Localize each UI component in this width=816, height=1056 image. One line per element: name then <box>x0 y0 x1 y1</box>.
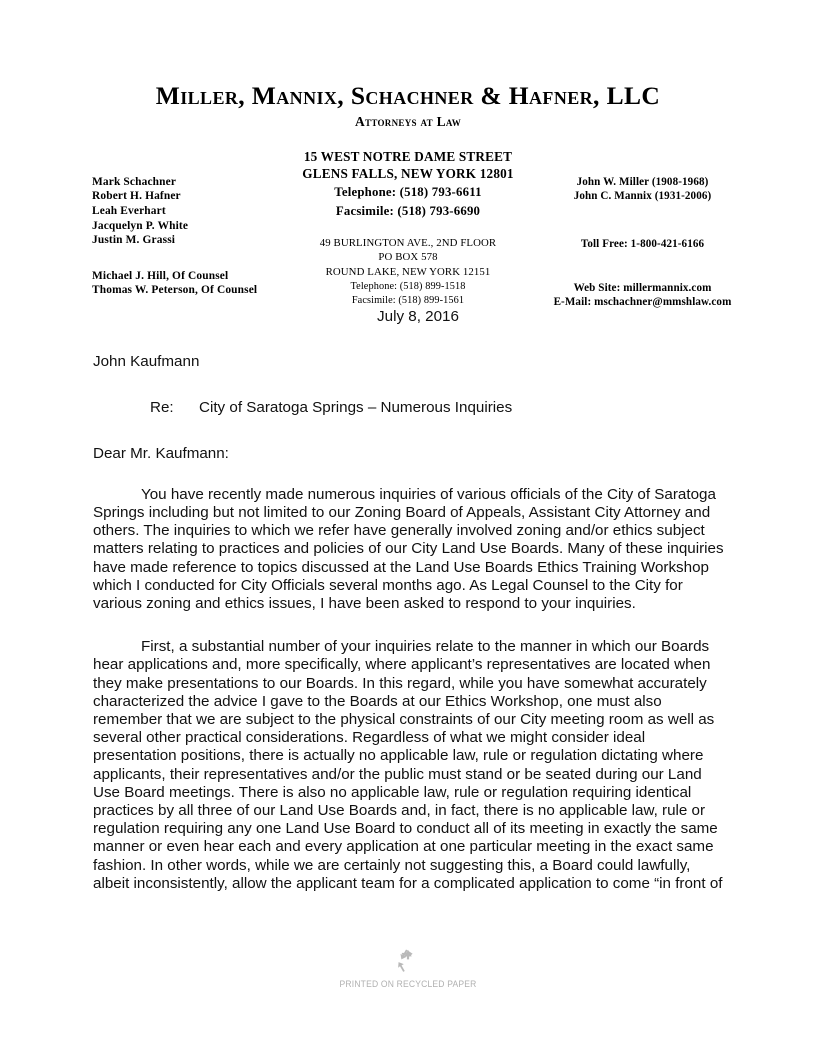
firm-subtitle: Attorneys at Law <box>355 113 461 129</box>
primary-telephone: Telephone: (518) 793-6611 <box>334 184 482 199</box>
attorney-name: Justin M. Grassi <box>92 234 176 247</box>
secondary-city-state-zip: ROUND LAKE, NEW YORK 12151 <box>325 265 491 278</box>
primary-office-address <box>258 148 558 221</box>
footer-text: PRINTED ON RECYCLED PAPER <box>339 979 477 989</box>
primary-street: 15 WEST NOTRE DAME STREET <box>303 148 513 164</box>
letter-paragraph: You have recently made numerous inquiries of various officials of the City of Saratoga Springs including but not limited to our Zoning Board of Appeals, Assistant City Attorney and others. The inquiries to which we refer have generally involved zoning and/or ethics subject matters relating to practices and policies of our City Land Use Boards. Many of these inquiries have made reference to topics discussed at the Land Use Boards Ethics Training Workshop which I conducted for City Officials several months ago. As Legal Counsel to the City for various zoning and ethics issues, I have been asked to respond to your inquiries. <box>93 485 724 613</box>
toll-free-number: Toll Free: 1-800-421-6166 <box>580 237 705 250</box>
email-address[interactable]: E-Mail: mschachner@mmshlaw.com <box>553 296 732 309</box>
founder-name: John C. Mannix (1931-2006) <box>573 190 712 203</box>
letterhead <box>0 0 816 308</box>
page-footer <box>0 948 816 989</box>
primary-city-state-zip: GLENS FALLS, NEW YORK 12801 <box>302 166 514 182</box>
secondary-street: 49 BURLINGTON AVE., 2ND FLOOR <box>319 236 497 249</box>
address-block <box>258 148 558 309</box>
of-counsel-name: Michael J. Hill, Of Counsel <box>92 269 229 282</box>
of-counsel-name: Thomas W. Peterson, Of Counsel <box>92 284 258 297</box>
letter-paragraph: First, a substantial number of your inquiries relate to the manner in which our Boards hear applications and, more specifically, where applicant’s representatives are located when they make presentations to our Boards. In this regard, while you have somewhat accurately characterized the advice I gave to the Boards at our Ethics Workshop, one must also remember that we are subject to the physical constraints of our City meeting room as well as several other practical considerations. Regardless of what we might consider ideal presentation positions, there is actually no applicable law, rule or regulation dictating where applicants, their representatives and/or the public must stand or be seated during our Land Use Board meetings. There is also no applicable law, rule or regulation requiring identical practices by all three of our Land Use Boards and, in fact, there is no applicable law, rule or regulation requiring any one Land Use Board to conduct all of its meeting in exactly the same manner or even hear each and every application at one particular meeting in the exact same fashion. In other words, while we are certainly not suggesting this, a Board could lawfully, albeit inconsistently, allow the applicant team for a complicated application to come “in front of <box>93 638 723 892</box>
letter-subject-line <box>93 399 725 417</box>
secondary-facsimile: Facsimile: (518) 899-1561 <box>351 295 465 307</box>
re-label: Re: <box>150 399 174 417</box>
secondary-office-address <box>258 236 558 309</box>
attorney-name: Leah Everhart <box>92 204 166 217</box>
letter-date: July 8, 2016 <box>377 308 459 325</box>
founders-and-contact <box>545 175 740 310</box>
recycle-icon <box>393 948 423 976</box>
firm-name: Miller, Mannix, Schachner & Hafner, LLC <box>155 81 661 110</box>
secondary-po-box: PO BOX 578 <box>378 251 438 264</box>
letter-addressee: John Kaufmann <box>93 353 200 371</box>
attorney-name: Robert H. Hafner <box>92 190 181 203</box>
web-site[interactable]: Web Site: millermannix.com <box>573 281 712 294</box>
founder-name: John W. Miller (1908-1968) <box>576 175 709 188</box>
letter-body <box>93 308 725 908</box>
attorney-name: Jacquelyn P. White <box>92 219 189 232</box>
contact-block <box>0 148 816 308</box>
attorney-name: Mark Schachner <box>92 175 177 188</box>
secondary-telephone: Telephone: (518) 899-1518 <box>350 280 466 292</box>
letter-salutation: Dear Mr. Kaufmann: <box>93 444 229 462</box>
re-subject: City of Saratoga Springs – Numerous Inquiries <box>199 399 513 417</box>
primary-facsimile: Facsimile: (518) 793-6690 <box>335 203 481 218</box>
